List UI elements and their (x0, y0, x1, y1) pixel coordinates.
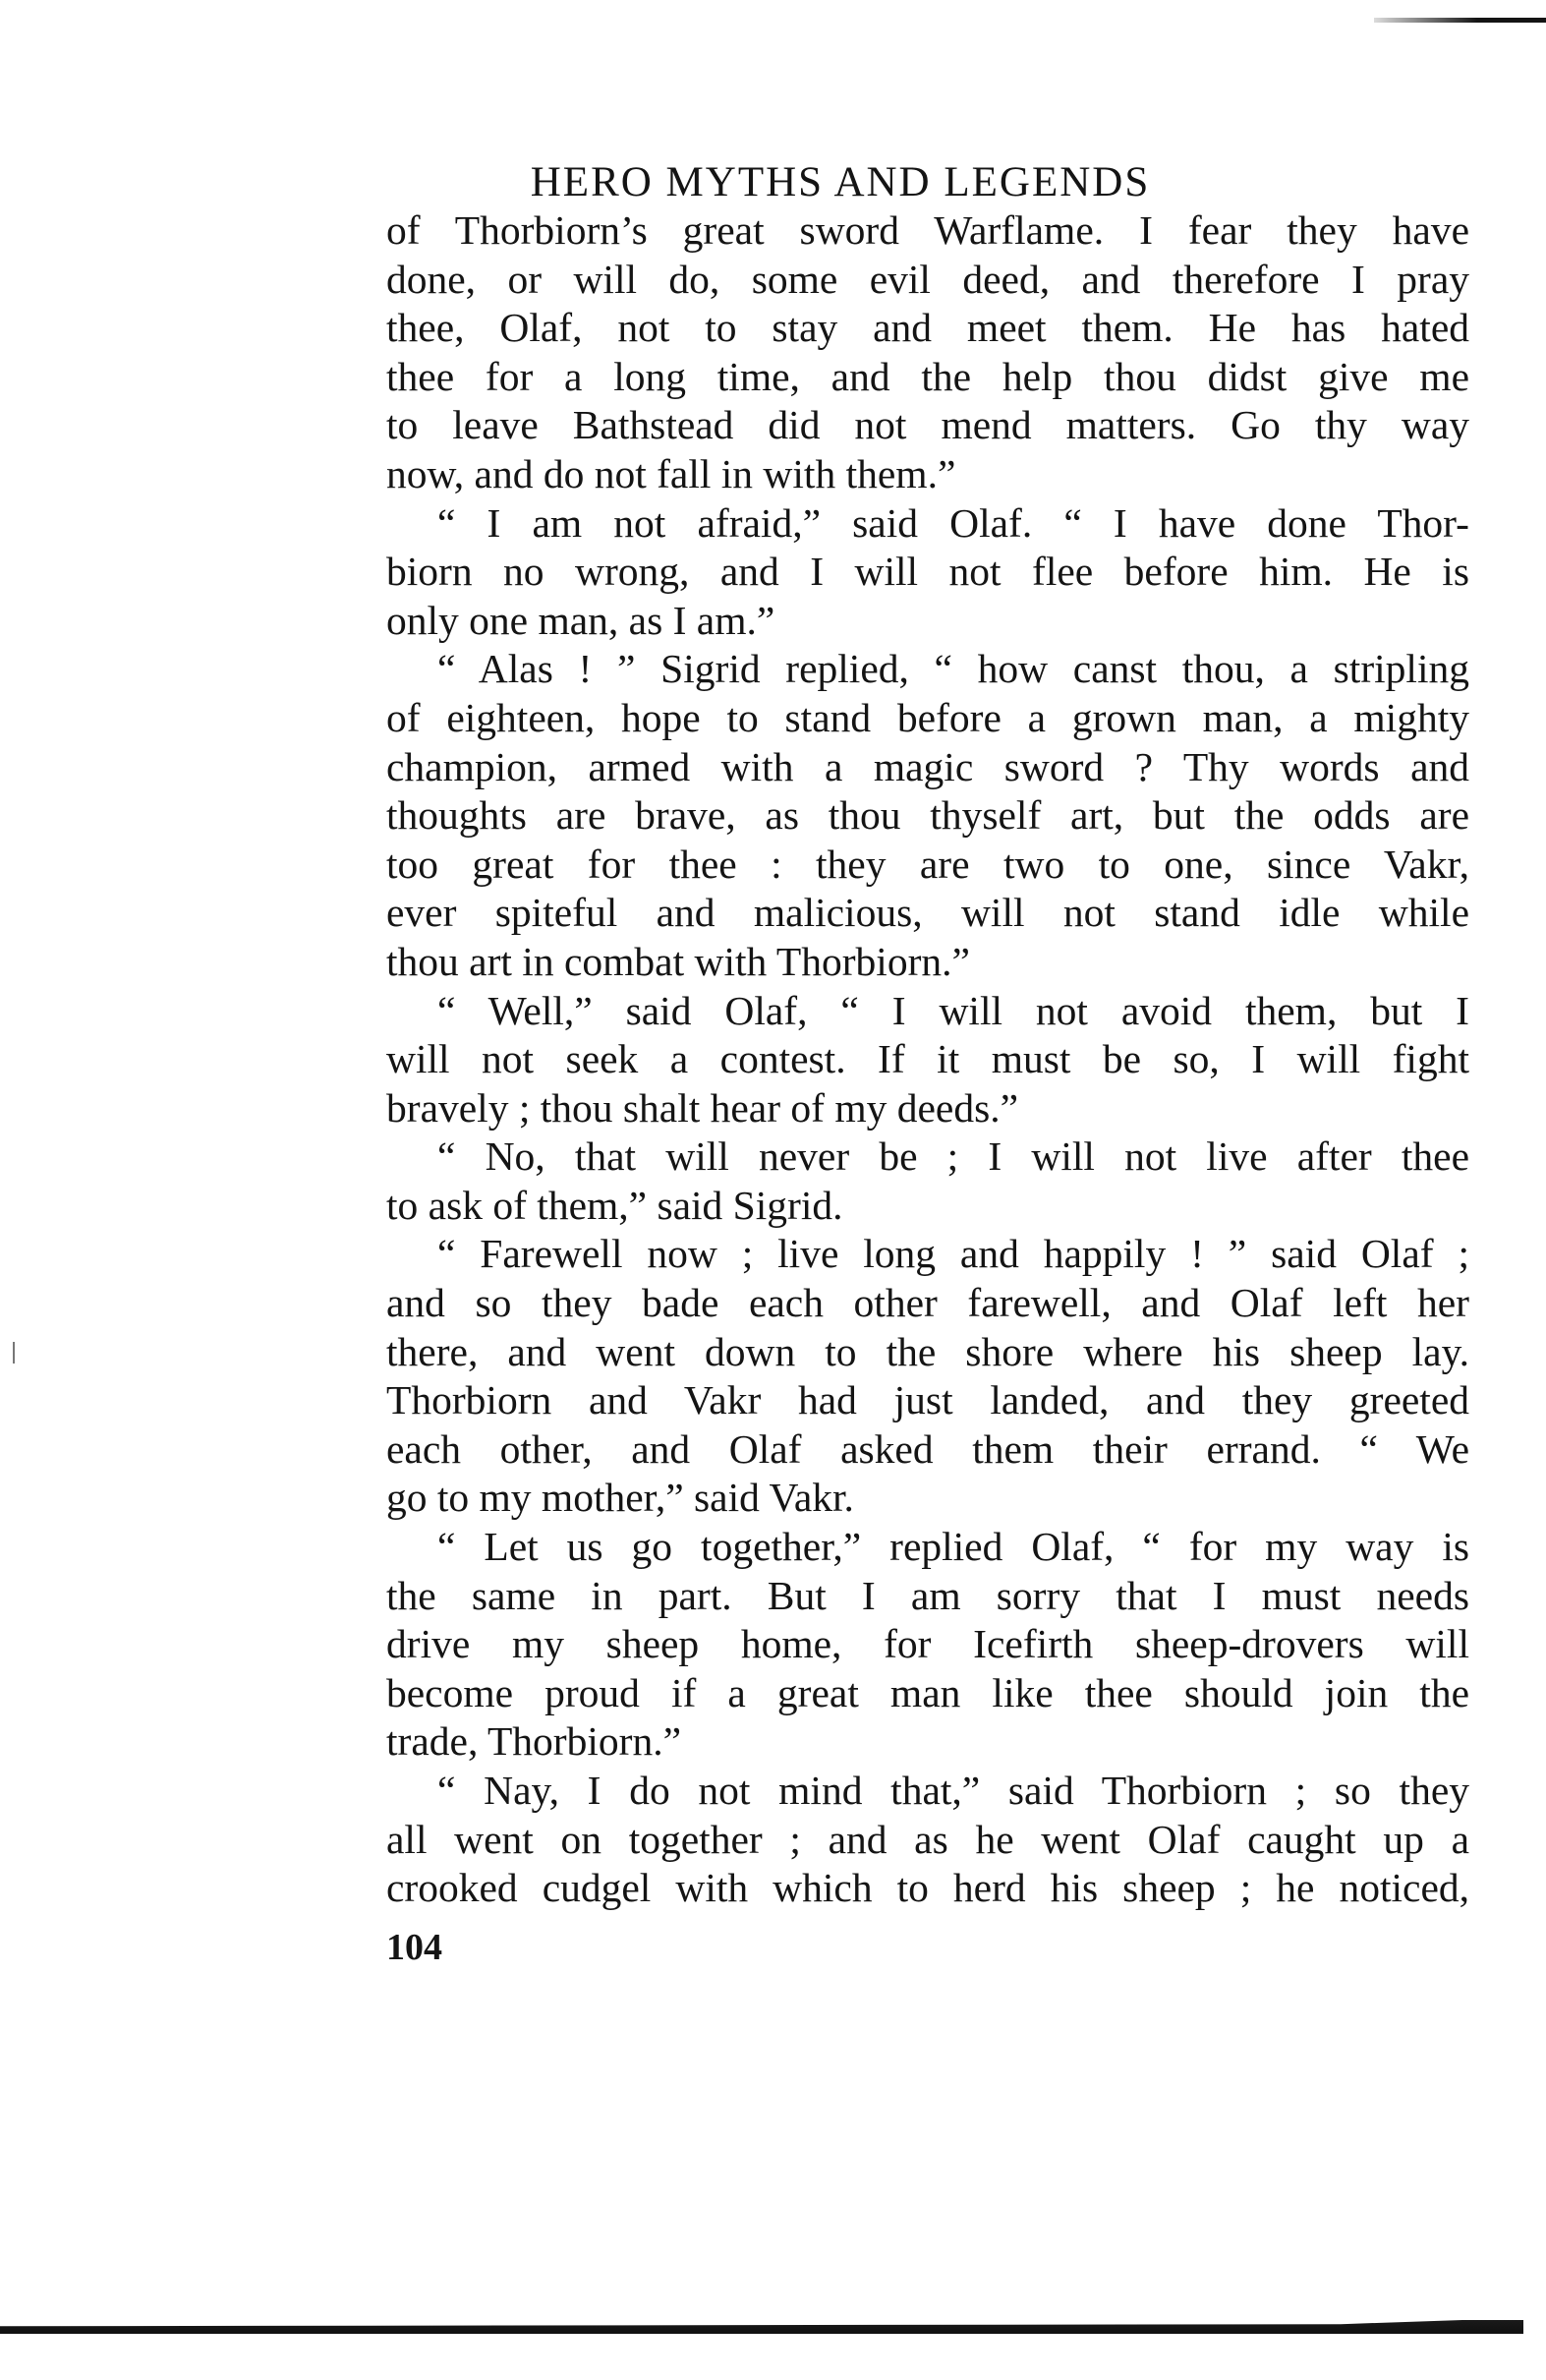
text-line: Thorbiorn and Vakr had just landed, and they greeted (386, 1377, 1469, 1423)
body-text (386, 206, 1469, 1913)
text-line: champion, armed with a magic sword ? Thy words and (386, 743, 1469, 789)
running-head: HERO MYTHS AND LEGENDS (530, 159, 1151, 205)
text-line: biorn no wrong, and I will not flee before him. He is (386, 549, 1469, 595)
text-line: of Thorbiorn’s great sword Warflame. I fear they have (386, 207, 1469, 253)
text-line: now, and do not fall in with them.” (386, 450, 956, 496)
text-line: “ Let us go together,” replied Olaf, “ for my way is (437, 1524, 1469, 1570)
text-line: thoughts are brave, as thou thyself art, but the odds are (386, 792, 1469, 839)
text-line: “ Farewell now ; live long and happily ! ” said Olaf ; (437, 1231, 1469, 1277)
text-line: too great for thee : they are two to one, since Vakr, (386, 841, 1469, 887)
top-edge-rule (1374, 18, 1546, 23)
text-line: each other, and Olaf asked them their errand. “ We (386, 1425, 1469, 1472)
text-line: “ Nay, I do not mind that,” said Thorbiorn ; so they (437, 1768, 1469, 1813)
page-number: 104 (386, 1927, 442, 1968)
text-line: to leave Bathstead did not mend matters. Go thy way (386, 402, 1469, 448)
text-line: “ Well,” said Olaf, “ I will not avoid them, but I (437, 987, 1469, 1033)
text-line: “ Alas ! ” Sigrid replied, “ how canst thou, a stripling (437, 646, 1469, 692)
text-line: of eighteen, hope to stand before a grown man, a mighty (386, 694, 1469, 740)
text-line: go to my mother,” said Vakr. (386, 1475, 854, 1521)
text-line: there, and went down to the shore where his sheep lay. (386, 1328, 1469, 1374)
text-line: only one man, as I am.” (386, 597, 775, 643)
text-line: all went on together ; and as he went Olaf caught up a (386, 1816, 1469, 1862)
text-line: thee for a long time, and the help thou didst give me (386, 353, 1469, 399)
text-line: to ask of them,” said Sigrid. (386, 1182, 843, 1228)
text-line: thee, Olaf, not to stay and meet them. He has hated (386, 305, 1469, 351)
text-line: the same in part. But I am sorry that I must needs (386, 1572, 1469, 1618)
text-line: ever spiteful and malicious, will not stand idle while (386, 890, 1469, 936)
text-line: thou art in combat with Thorbiorn.” (386, 938, 970, 984)
text-line: “ No, that will never be ; I will not live after thee (437, 1133, 1469, 1180)
text-line: will not seek a contest. If it must be so, I will fight (386, 1036, 1469, 1082)
text-line: “ I am not afraid,” said Olaf. “ I have done Thor- (437, 499, 1469, 546)
margin-mark (13, 1342, 15, 1364)
text-line: bravely ; thou shalt hear of my deeds.” (386, 1084, 1019, 1131)
bottom-edge-rule (0, 2320, 1523, 2334)
text-line: become proud if a great man like thee should join the (386, 1669, 1469, 1715)
text-line: crooked cudgel with which to herd his sheep ; he noticed, (386, 1865, 1469, 1911)
text-line: and so they bade each other farewell, and Olaf left her (386, 1280, 1469, 1326)
text-line: drive my sheep home, for Icefirth sheep-drovers will (386, 1621, 1469, 1667)
text-line: done, or will do, some evil deed, and therefore I pray (386, 256, 1469, 302)
text-line: trade, Thorbiorn.” (386, 1718, 682, 1765)
